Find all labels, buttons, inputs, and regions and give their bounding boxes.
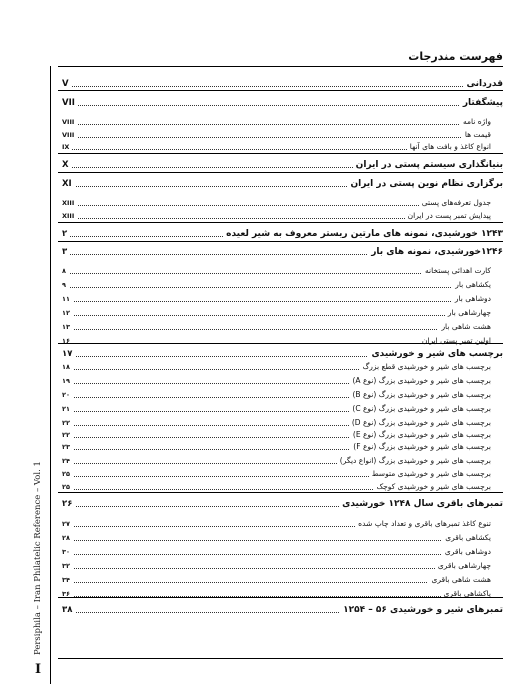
toc-entry-page: ۲۷ bbox=[62, 518, 73, 530]
section-divider bbox=[58, 597, 503, 598]
toc-entry-page: ۳۴ bbox=[62, 574, 73, 586]
toc-entry-title: تنوع کاغذ تمبرهای باقری و تعداد چاپ شده bbox=[355, 518, 491, 530]
toc-entry-page: ۱۸ bbox=[62, 361, 73, 373]
toc-entry-page: ۲۰ bbox=[62, 389, 73, 401]
toc-entry-title: اولین تمبر پستی ایران bbox=[419, 335, 491, 347]
toc-entry-title: تمبرهای شیر و خورشیدی ۵۶ – ۱۲۵۴ bbox=[340, 604, 503, 616]
toc-entry[interactable] bbox=[58, 335, 503, 347]
dot-leader bbox=[62, 124, 491, 125]
toc-entry[interactable] bbox=[58, 375, 503, 387]
toc-entry-title: برچسب های شیر و خورشیدی بزرگ (نوع F) bbox=[350, 441, 491, 453]
dot-leader bbox=[62, 554, 491, 555]
toc-entry-page: ۹ bbox=[62, 279, 69, 291]
toc-entry-title: برچسب های شیر و خورشیدی کوچک bbox=[373, 481, 491, 493]
toc-entry[interactable] bbox=[58, 246, 503, 258]
toc-entry-title: هشت شاهی باقری bbox=[428, 574, 491, 586]
toc-entry-title: بنیانگذاری سیستم پستی در ایران bbox=[353, 159, 503, 171]
toc-entry-page: ۲۲ bbox=[62, 417, 73, 429]
toc-entry-page: ۲۶ bbox=[62, 498, 75, 510]
sidebar-text: Persiphila – Iran Philatelic Reference – Vol. 1 bbox=[33, 461, 43, 655]
dot-leader bbox=[62, 86, 503, 87]
toc-entry[interactable] bbox=[58, 588, 503, 600]
section-divider bbox=[58, 241, 503, 242]
toc-entry[interactable] bbox=[58, 129, 503, 141]
toc-entry[interactable] bbox=[58, 417, 503, 429]
toc-entry[interactable] bbox=[58, 604, 503, 616]
toc-entry-title: ۱۲۴۶خورشیدی، نمونه های بار bbox=[368, 246, 503, 258]
dot-leader bbox=[62, 540, 491, 541]
dot-leader bbox=[62, 137, 491, 138]
toc-entry-page: ۳۲ bbox=[62, 560, 73, 572]
toc-entry-title: برچسب های شیر و خورشیدی متوسط bbox=[369, 468, 491, 480]
toc-entry-title: واژه نامه bbox=[460, 116, 491, 128]
toc-entry[interactable] bbox=[58, 293, 503, 305]
toc-entry-page: XIII bbox=[62, 210, 77, 222]
toc-entry[interactable] bbox=[58, 455, 503, 467]
toc-entry-title: برچسب های شیر و خورشیدی بزرگ (نوع C) bbox=[349, 403, 491, 415]
toc-entry[interactable] bbox=[58, 441, 503, 453]
toc-entry-title: انواع کاغذ و بافت های آنها bbox=[407, 141, 491, 153]
toc-entry-page: ۱۲ bbox=[62, 307, 73, 319]
toc-entry-title: قیمت ها bbox=[462, 129, 491, 141]
toc-entry-page: V bbox=[62, 78, 72, 90]
toc-entry-title: پیدایش تمبر پست در ایران bbox=[405, 210, 491, 222]
toc-entry-title: ۱۲۴۳ خورشیدی، نمونه های مارتین ریستر معروف به شیر لعیده bbox=[223, 228, 503, 240]
toc-entry-page: VIII bbox=[62, 129, 77, 141]
dot-leader bbox=[62, 301, 491, 302]
toc-entry[interactable] bbox=[58, 307, 503, 319]
toc-entry[interactable] bbox=[58, 361, 503, 373]
toc-entry-page: ۲۸ bbox=[62, 532, 73, 544]
toc-entry-page: ۳۰ bbox=[62, 546, 73, 558]
toc-entry[interactable] bbox=[58, 498, 503, 510]
toc-entry-page: ۸ bbox=[62, 265, 69, 277]
toc-entry-title: پیشگفتار bbox=[460, 97, 503, 109]
toc-entry[interactable] bbox=[58, 210, 503, 222]
toc-entry-title: هشت شاهی بار bbox=[438, 321, 491, 333]
toc-entry[interactable] bbox=[58, 159, 503, 171]
toc-entry-page: ۲۳ bbox=[62, 441, 73, 453]
toc-entry-page: ۱۳ bbox=[62, 321, 73, 333]
toc-entry-page: IX bbox=[62, 141, 72, 153]
toc-entry[interactable] bbox=[58, 78, 503, 90]
toc-entry-page: VII bbox=[62, 97, 78, 109]
dot-leader bbox=[62, 582, 491, 583]
toc-entry-title: قدردانی bbox=[464, 78, 503, 90]
toc-entry-page: ۲۴ bbox=[62, 455, 73, 467]
toc-entry-page: ۲۵ bbox=[62, 481, 73, 493]
toc-entry[interactable] bbox=[58, 178, 503, 190]
toc-entry-page: ۱۱ bbox=[62, 293, 73, 305]
toc-entry-title: کارت اهدائی پستخانه bbox=[422, 265, 491, 277]
section-divider bbox=[58, 153, 503, 154]
toc-entry-title: چهارشاهی باقری bbox=[435, 560, 491, 572]
toc-entry-page: ۲۱ bbox=[62, 403, 73, 415]
toc-entry[interactable] bbox=[58, 228, 503, 240]
toc-entry-title: دوشاهی بار bbox=[452, 293, 491, 305]
toc-entry[interactable] bbox=[58, 560, 503, 572]
toc-entry[interactable] bbox=[58, 429, 503, 441]
toc-entry-page: ۳۸ bbox=[62, 604, 75, 616]
toc-entry-title: برچسب های شیر و خورشیدی قطع بزرگ bbox=[360, 361, 491, 373]
toc-entry[interactable] bbox=[58, 546, 503, 558]
dot-leader bbox=[62, 315, 491, 316]
dot-leader bbox=[62, 568, 491, 569]
toc-entry-title: برچسب های شیر و خورشیدی بزرگ (نوع A) bbox=[349, 375, 491, 387]
toc-entry-title: برگزاری نظام نوین پستی در ایران bbox=[347, 178, 503, 190]
section-divider bbox=[58, 172, 503, 173]
toc-entry[interactable] bbox=[58, 279, 503, 291]
toc-entry-title: برچسب های شیر و خورشیدی بزرگ (نوع B) bbox=[349, 389, 491, 401]
section-divider bbox=[58, 222, 503, 223]
toc-entry-title: برچسب های شیر و خورشیدی bbox=[368, 348, 503, 360]
toc-entry[interactable] bbox=[58, 389, 503, 401]
toc-entry[interactable] bbox=[58, 265, 503, 277]
toc-entry-title: دوشاهی باقری bbox=[442, 546, 491, 558]
section-divider bbox=[58, 492, 503, 493]
toc-entry-title: جدول تعرفه‌های پستی bbox=[419, 197, 491, 209]
toc-entry-page: X bbox=[62, 159, 72, 171]
toc-entry-page: VIII bbox=[62, 116, 77, 128]
toc-entry[interactable] bbox=[58, 403, 503, 415]
toc-entry-page: XIII bbox=[62, 197, 77, 209]
toc-entry-title: یکشاهی بار bbox=[452, 279, 491, 291]
toc-entry[interactable] bbox=[58, 141, 503, 153]
section-divider bbox=[58, 90, 503, 91]
toc-entry[interactable] bbox=[58, 97, 503, 109]
toc-entry[interactable] bbox=[58, 468, 503, 480]
toc-entry-page: ۳۶ bbox=[62, 588, 73, 600]
toc-entry-title: یکشاهی باقری bbox=[442, 532, 491, 544]
toc-entry-page: ۱۹ bbox=[62, 375, 73, 387]
toc-entry-title: یاکشاهی باقری bbox=[441, 588, 491, 600]
toc-entry[interactable] bbox=[58, 321, 503, 333]
toc-entry-title: تمبرهای باقری سال ۱۲۴۸ خورشیدی bbox=[339, 498, 503, 510]
toc-entry-page: ۲۲ bbox=[62, 429, 73, 441]
dot-leader bbox=[62, 329, 491, 330]
page-number: I bbox=[35, 662, 42, 677]
dot-leader bbox=[62, 105, 503, 106]
toc-entry-title: چهارشاهی بار bbox=[445, 307, 491, 319]
toc-entry-page: ۲۵ bbox=[62, 468, 73, 480]
toc-entry-page: XI bbox=[62, 178, 75, 190]
section-divider bbox=[58, 343, 503, 344]
toc-entry-title: برچسب های شیر و خورشیدی بزرگ (نوع E) bbox=[350, 429, 491, 441]
toc-entry-page: ۳ bbox=[62, 246, 70, 258]
toc-entry-title: برچسب های شیر و خورشیدی بزرگ (انواع دیگر) bbox=[337, 455, 491, 467]
toc-entry[interactable] bbox=[58, 518, 503, 530]
toc-entry-page: ۱۷ bbox=[62, 348, 75, 360]
toc-entry[interactable] bbox=[58, 574, 503, 586]
toc-entry-page: ۱۶ bbox=[62, 335, 73, 347]
toc-entry-page: ۲ bbox=[62, 228, 70, 240]
toc-entry[interactable] bbox=[58, 116, 503, 128]
toc-entry[interactable] bbox=[58, 348, 503, 360]
dot-leader bbox=[62, 287, 491, 288]
toc-entry[interactable] bbox=[58, 532, 503, 544]
page-title: فهرست مندرجات bbox=[408, 50, 503, 63]
toc-entry-title: برچسب های شیر و خورشیدی بزرگ (نوع D) bbox=[349, 417, 491, 429]
toc-entry[interactable] bbox=[58, 197, 503, 209]
